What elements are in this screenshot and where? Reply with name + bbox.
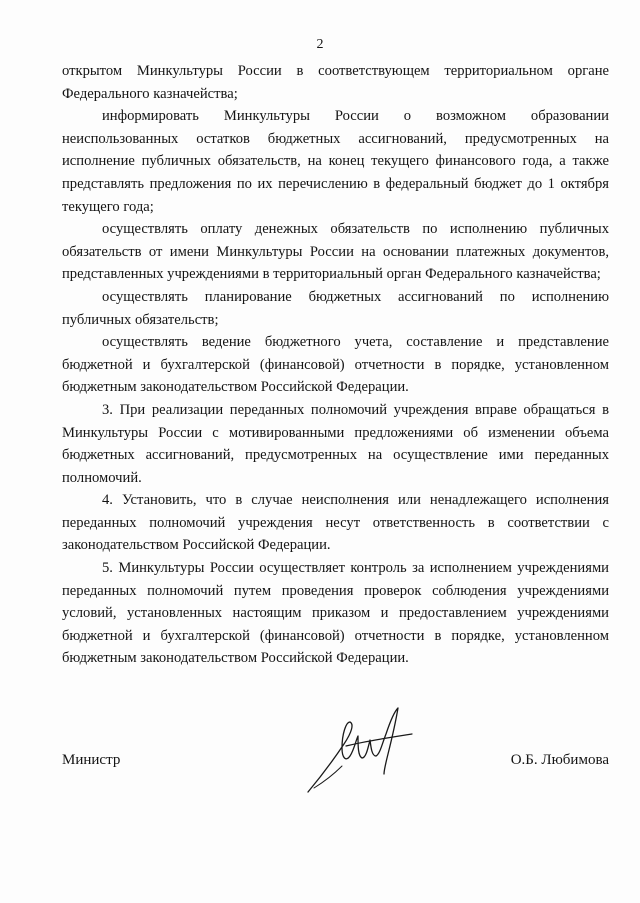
page-number: 2: [316, 37, 324, 52]
signature-block: [62, 752, 609, 776]
document-body: [62, 60, 609, 670]
paragraph-item-4: 4. Установить, что в случае неисполнения или ненадлежащего исполнения переданных полномочий учреждения несут ответственность в соответствии с законодательством Российской Федерации.: [62, 492, 609, 554]
paragraph-inform: информировать Минкультуры России о возможном образовании неиспользованных остатков бюджетных ассигнований, предусмотренных на исполнение публичных обязательств, на конец текущего финансового года, а также представлять предложения по их перечислению в федеральный бюджет до 1 октября текущего года;: [62, 108, 609, 215]
paragraph-continuation: открытом Минкультуры России в соответствующем территориальном органе Федерального казначейства;: [62, 63, 609, 102]
paragraph-payment: осуществлять оплату денежных обязательств по исполнению публичных обязательств от имени Минкультуры России на основании платежных документов, представленных учреждениями в территориальный орган Федерального казначейства;: [62, 221, 609, 283]
paragraph-planning: осуществлять планирование бюджетных ассигнований по исполнению публичных обязательств;: [62, 288, 609, 328]
signatory-name: О.Б. Любимова: [510, 752, 609, 768]
paragraph-item-5: 5. Минкультуры России осуществляет контроль за исполнением учреждениями переданных полномочий путем проведения проверок соблюдения учреждениями условий, установленных настоящим приказом и предоставлением учреждениями бюджетной и бухгалтерской (финансовой) отчетности в порядке, установленном бюджетным законодательством Российской Федерации.: [62, 560, 609, 667]
signatory-position: Министр: [62, 752, 121, 768]
handwritten-signature: [300, 700, 430, 800]
paragraph-accounting: осуществлять ведение бюджетного учета, составление и представление бюджетной и бухгалтерской (финансовой) отчетности в порядке, установленном бюджетным законодательством Российской Федерации.: [62, 334, 609, 396]
paragraph-item-3: 3. При реализации переданных полномочий учреждения вправе обращаться в Минкультуры России с мотивированными предложениями об изменении объема бюджетных ассигнований, предусмотренных на осуществление ими переданных полномочий.: [62, 401, 609, 486]
